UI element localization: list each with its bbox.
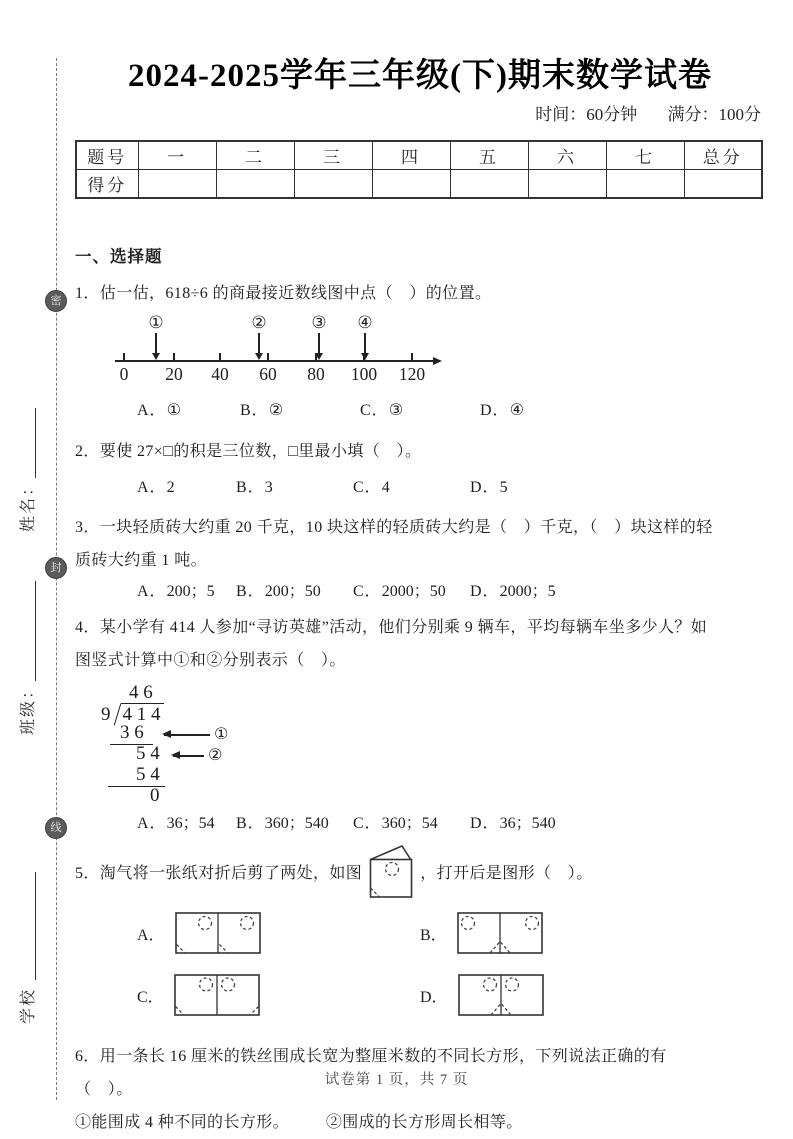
long-division-figure <box>101 682 321 806</box>
down-arrow <box>258 333 260 354</box>
tick <box>219 353 221 361</box>
tick <box>173 353 175 361</box>
seal-stamp-feng: 封 <box>45 557 67 579</box>
folded-paper-figure <box>368 843 414 899</box>
score-col-1: 一 <box>138 141 216 170</box>
question-1-text: 1．估一估，618÷6 的商最接近数线图中点（ ）的位置。 <box>75 285 492 302</box>
option-d-figure <box>458 974 544 1016</box>
option-a: A．2 <box>137 479 175 496</box>
option-c: C．2000；50 <box>353 583 446 600</box>
question-4-options <box>75 813 765 835</box>
option-b: B．② <box>240 400 284 419</box>
down-arrow <box>364 333 366 354</box>
remainder-row-1: 5 4 <box>136 743 160 764</box>
tick-label: 0 <box>119 364 129 384</box>
option-c: C． <box>137 974 420 1016</box>
option-c: C．360；54 <box>353 815 438 832</box>
mark-2: ② <box>208 745 223 764</box>
score-col-6: 六 <box>528 141 606 170</box>
option-c: C．③ <box>360 400 404 419</box>
seal-stamp-xian: 线 <box>45 817 67 839</box>
option-a-figure <box>175 912 261 954</box>
option-d: D．2000；5 <box>470 583 556 600</box>
option-b: B．360；540 <box>236 815 329 832</box>
down-arrow <box>155 333 157 354</box>
question-2-text: 2．要使 27×□的积是三位数，□里最小填（ ）。 <box>75 443 422 460</box>
question-5-options <box>75 912 765 1016</box>
school-field <box>15 872 38 1024</box>
number-line-figure: 0 20 40 60 80 100 120 ① ② ③ ④ <box>115 314 455 390</box>
partial-product-2: 5 4 <box>108 765 165 787</box>
tick-label: 20 <box>165 364 183 384</box>
number-line-axis <box>115 360 435 362</box>
option-d: D．5 <box>470 479 508 496</box>
name-label: 姓名： <box>20 477 37 532</box>
exam-meta <box>75 104 765 126</box>
score-row-label: 得分 <box>76 170 138 199</box>
option-b: B．3 <box>236 479 273 496</box>
score-col-question-no: 题号 <box>76 141 138 170</box>
remainder-zero: 0 <box>150 785 160 806</box>
question-6-text: 6．用一条长 16 厘米的铁丝围成长宽为整厘米数的不同长方形，下列说法正确的有（ ）。 <box>75 1048 667 1098</box>
tick <box>267 353 269 361</box>
score-cell <box>606 170 684 199</box>
time-limit: 时间：60分钟 <box>535 105 638 124</box>
seal-stamp-mi: 密 <box>45 290 67 312</box>
tick <box>123 353 125 361</box>
down-arrow <box>318 333 320 354</box>
option-b: B．200；50 <box>236 583 321 600</box>
tick-label: 60 <box>259 364 277 384</box>
partial-product-1: 3 6 <box>110 723 153 745</box>
option-a: A．200；5 <box>137 583 215 600</box>
name-field <box>15 408 38 532</box>
option-c-figure <box>174 974 260 1016</box>
score-cell <box>684 170 762 199</box>
arrow-to-mark-2 <box>173 755 204 757</box>
option-d: D．36；540 <box>470 815 556 832</box>
question-5-text: 5．淘气将一张纸对折后剪了两处，如图 ，打开后是图形（ ）。 <box>75 843 765 899</box>
option-b-figure <box>457 912 543 954</box>
paper-content <box>75 0 765 1139</box>
score-col-5: 五 <box>450 141 528 170</box>
page-footer: 试卷第 1 页，共 7 页 <box>324 1072 469 1088</box>
dividend: 4 1 4 <box>121 703 164 725</box>
score-col-4: 四 <box>372 141 450 170</box>
tick-label: 100 <box>350 364 378 384</box>
score-table-header-row <box>76 141 762 170</box>
option-c: C．4 <box>353 479 390 496</box>
question-3-text: 3．一块轻质砖大约重 20 千克，10 块这样的轻质砖大约是（ ）千克，（ ）块这样的轻质砖大约重 1 吨。 <box>75 519 713 569</box>
score-cell <box>450 170 528 199</box>
score-col-2: 二 <box>216 141 294 170</box>
class-label: 班级： <box>20 680 37 735</box>
number-line-arrowhead <box>433 357 442 365</box>
option-a: A．① <box>137 400 181 419</box>
question-6-statements <box>75 1106 715 1139</box>
division-bracket <box>111 703 121 725</box>
mark-1: ① <box>214 724 229 743</box>
option-b: B． <box>420 912 765 954</box>
question-2-options <box>75 477 765 499</box>
tick-label: 80 <box>307 364 325 384</box>
full-score: 满分：100分 <box>667 105 761 124</box>
arrow-to-mark-1 <box>164 734 210 736</box>
tick-label: 40 <box>211 364 229 384</box>
page-title: 2024-2025学年三年级(下)期末数学试卷 <box>128 58 712 94</box>
score-cell <box>216 170 294 199</box>
seal-dashed-line <box>56 58 57 1100</box>
name-blank <box>19 408 36 478</box>
tick <box>411 353 413 361</box>
divisor: 9 <box>101 704 111 725</box>
school-blank <box>19 872 36 980</box>
score-cell <box>372 170 450 199</box>
class-field <box>15 581 38 735</box>
score-cell <box>294 170 372 199</box>
statement-2: ②围成的长方形周长相等。 <box>325 1114 523 1131</box>
option-a: A． <box>137 912 420 954</box>
section-heading-choice: 一、选择题 <box>75 247 163 266</box>
class-blank <box>19 581 36 681</box>
score-table-score-row <box>76 170 762 199</box>
score-col-7: 七 <box>606 141 684 170</box>
option-d: D． <box>420 974 765 1016</box>
option-a: A．36；54 <box>137 815 215 832</box>
option-d: D．④ <box>480 400 524 419</box>
question-4-text: 4．某小学有 414 人参加“寻访英雄”活动，他们分别乘 9 辆车，平均每辆车坐多少人？如图竖式计算中①和②分别表示（ ）。 <box>75 619 708 669</box>
question-3-options <box>75 581 765 603</box>
score-col-3: 三 <box>294 141 372 170</box>
quotient: 4 6 <box>129 682 153 703</box>
score-col-total: 总分 <box>684 141 762 170</box>
school-label: 学校 <box>20 987 37 1024</box>
tick-label: 120 <box>398 364 426 384</box>
statement-1: ①能围成 4 种不同的长方形。 <box>75 1114 290 1131</box>
score-cell <box>138 170 216 199</box>
score-table <box>75 140 763 199</box>
score-cell <box>528 170 606 199</box>
question-1-options <box>75 399 765 422</box>
